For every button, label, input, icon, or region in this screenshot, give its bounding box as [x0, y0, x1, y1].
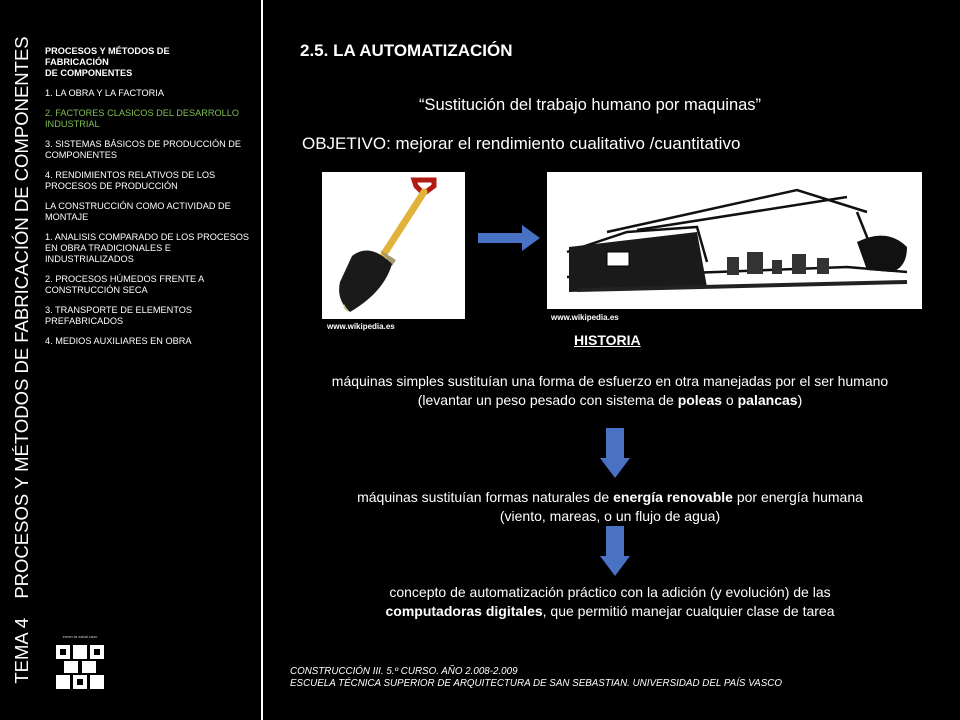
p1-bold-poleas: poleas [677, 392, 723, 408]
logo-cross-icon [52, 641, 108, 691]
p1-text: (levantar un peso pesado con sistema de [417, 392, 678, 408]
university-logo [52, 634, 108, 692]
p2-line2: (viento, mareas, o un flujo de agua) [499, 508, 721, 524]
footer-course: CONSTRUCCIÓN III. 5.º CURSO. AÑO 2.008-2.009 [290, 666, 518, 677]
p2-bold-energia: energía renovable [613, 489, 733, 505]
vertical-label: PROCESOS Y MÉTODOS DE FABRICACIÓN DE COMPONENTES [11, 36, 32, 599]
image1-credit: www.wikipedia.es [327, 322, 395, 331]
shovel-image [322, 172, 465, 319]
menu-heading-line: DE COMPONENTES [45, 68, 133, 78]
menu-item-sistemas-basicos[interactable]: 3. SISTEMAS BÁSICOS DE PRODUCCIÓN DE COMPONENTES [45, 139, 242, 160]
tema-label: TEMA 4 [11, 617, 32, 684]
menu-item-analisis-comparado[interactable]: 1. ANALISIS COMPARADO DE LOS PROCESOS EN OBRA TRADICIONALES E INDUSTRIALIZADOS [45, 232, 250, 264]
paragraph-renewable-energy [300, 488, 920, 526]
excavator-image [547, 172, 922, 309]
p1-line2 [300, 391, 920, 410]
arrow-down-icon [600, 526, 630, 576]
logo-motto: eman ta zabal zazu [62, 634, 98, 639]
menu-item-transporte[interactable]: 3. TRANSPORTE DE ELEMENTOS PREFABRICADOS [45, 305, 193, 326]
menu-heading [45, 46, 255, 79]
image2-credit: www.wikipedia.es [551, 313, 619, 322]
p3-bold-computadoras: computadoras digitales [385, 603, 543, 619]
p1-text: o [722, 392, 738, 408]
arrow-right-icon [478, 225, 540, 251]
menu-item-procesos-humedos[interactable]: 2. PROCESOS HÚMEDOS FRENTE A CONSTRUCCIÓN SECA [45, 274, 204, 295]
historia-heading: HISTORIA [574, 332, 641, 348]
menu-item-factores-clasicos[interactable]: 2. FACTORES CLASICOS DEL DESARROLLO INDUSTRIAL [45, 108, 240, 129]
p3-line1: concepto de automatización práctico con la adición (y evolución) de las [389, 584, 831, 600]
excavator-icon [547, 172, 922, 309]
paragraph-simple-machines [300, 372, 920, 410]
footer-school: ESCUELA TÉCNICA SUPERIOR DE ARQUITECTURA DE SAN SEBASTIAN. UNIVERSIDAD DEL PAÍS VASCO [290, 678, 782, 689]
p1-bold-palancas: palancas [737, 392, 798, 408]
menu-item-rendimientos[interactable]: 4. RENDIMIENTOS RELATIVOS DE LOS PROCESOS DE PRODUCCIÓN [45, 170, 216, 191]
p2-text: máquinas sustituían formas naturales de [357, 489, 614, 505]
objetivo-text: OBJETIVO: mejorar el rendimiento cualitativo /cuantitativo [302, 134, 741, 153]
menu-item-construccion-montaje[interactable]: LA CONSTRUCCIÓN COMO ACTIVIDAD DE MONTAJE [45, 201, 231, 222]
menu-heading-line: FABRICACIÓN [45, 57, 109, 67]
quote: “Sustitución del trabajo humano por maquinas” [418, 96, 762, 114]
shovel-icon [322, 172, 465, 319]
p3-text: , que permitió manejar cualquier clase de tarea [542, 603, 835, 619]
sidebar-menu [45, 46, 255, 356]
p1-line1: máquinas simples sustituían una forma de esfuerzo en otra manejadas por el ser humano [331, 373, 889, 389]
footer [290, 666, 782, 690]
p3-line2 [300, 602, 920, 621]
p2-text: por energía humana [732, 489, 863, 505]
p2-line1 [300, 488, 920, 507]
p1-text: ) [797, 392, 803, 408]
vertical-divider [261, 0, 263, 720]
arrow-down-icon [600, 428, 630, 478]
paragraph-automation [300, 583, 920, 621]
menu-item-medios-auxiliares[interactable]: 4. MEDIOS AUXILIARES EN OBRA [45, 336, 192, 346]
menu-heading-line: PROCESOS Y MÉTODOS DE [45, 46, 170, 56]
page-title: 2.5. LA AUTOMATIZACIÓN [300, 41, 513, 60]
menu-item-obra-factoria[interactable]: 1. LA OBRA Y LA FACTORIA [45, 88, 164, 98]
vertical-title [4, 0, 40, 720]
